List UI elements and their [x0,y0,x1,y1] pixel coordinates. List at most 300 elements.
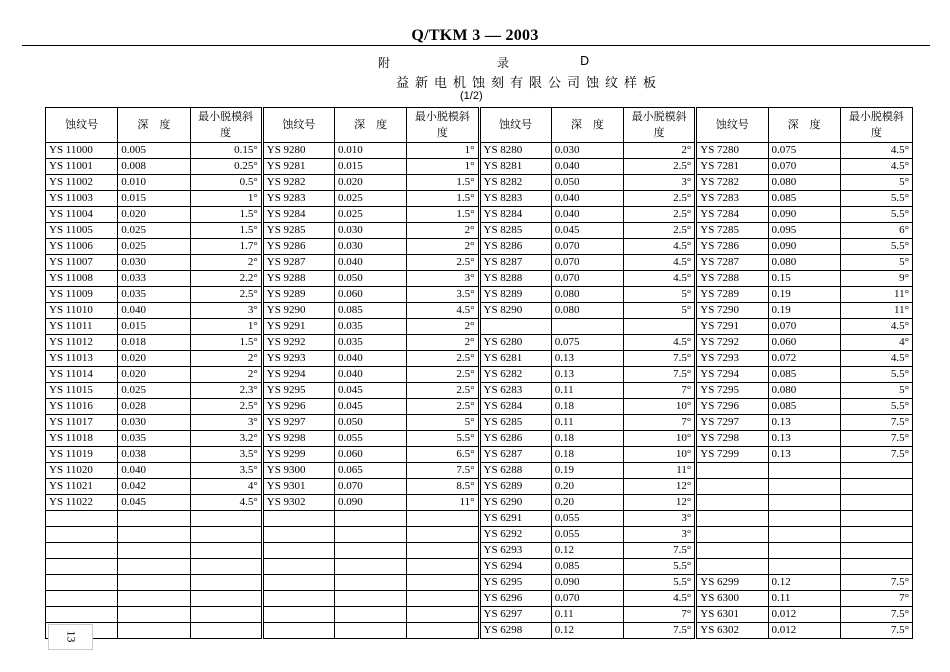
cell-depth: 0.040 [335,367,407,383]
cell-draft-angle: 11° [840,303,912,319]
header-depth: 深 度 [551,108,623,143]
cell-code [46,591,118,607]
cell-code: YS 11010 [46,303,118,319]
cell-depth: 0.085 [335,303,407,319]
cell-depth: 0.085 [768,367,840,383]
cell-code [46,543,118,559]
cell-draft-angle: 4.5° [624,255,696,271]
cell-depth: 0.012 [768,607,840,623]
cell-depth: 0.025 [118,239,190,255]
appendix-letter: D [580,54,590,68]
table-row [46,495,913,511]
cell-draft-angle: 5° [624,287,696,303]
cell-code: YS 7282 [696,175,768,191]
cell-depth: 0.060 [768,335,840,351]
cell-depth: 0.020 [118,207,190,223]
cell-depth: 0.072 [768,351,840,367]
table-row [46,159,913,175]
cell-depth: 0.025 [118,383,190,399]
cell-depth: 0.045 [335,383,407,399]
table-row [46,623,913,639]
cell-draft-angle [624,319,696,335]
cell-depth: 0.070 [768,319,840,335]
cell-depth: 0.13 [768,431,840,447]
cell-draft-angle [190,623,262,639]
cell-code: YS 8290 [479,303,551,319]
cell-draft-angle [190,607,262,623]
cell-code: YS 9286 [262,239,334,255]
cell-code: YS 11015 [46,383,118,399]
cell-depth: 0.18 [551,431,623,447]
cell-code [262,623,334,639]
cell-depth: 0.055 [551,527,623,543]
cell-depth: 0.010 [118,175,190,191]
cell-depth: 0.13 [768,415,840,431]
cell-code: YS 7287 [696,255,768,271]
cell-draft-angle: 2.5° [624,207,696,223]
cell-depth: 0.080 [768,255,840,271]
cell-draft-angle: 10° [624,431,696,447]
cell-depth [768,543,840,559]
cell-draft-angle: 7° [624,607,696,623]
table-row [46,287,913,303]
cell-draft-angle: 2.2° [190,271,262,287]
cell-code: YS 9287 [262,255,334,271]
cell-code: YS 11019 [46,447,118,463]
cell-draft-angle [190,559,262,575]
cell-draft-angle: 2.5° [407,367,479,383]
cell-depth [768,559,840,575]
cell-code [46,575,118,591]
cell-depth: 0.040 [335,255,407,271]
header-code: 蚀纹号 [262,108,334,143]
cell-draft-angle: 3.5° [190,447,262,463]
cell-depth [551,319,623,335]
table-row [46,335,913,351]
cell-code [696,479,768,495]
cell-depth: 0.19 [551,463,623,479]
cell-depth [335,623,407,639]
table-row [46,543,913,559]
cell-code: YS 6284 [479,399,551,415]
cell-code: YS 6283 [479,383,551,399]
cell-depth: 0.005 [118,143,190,159]
cell-draft-angle [407,591,479,607]
cell-code: YS 6291 [479,511,551,527]
cell-code: YS 8289 [479,287,551,303]
cell-code: YS 11003 [46,191,118,207]
cell-code: YS 6285 [479,415,551,431]
cell-depth: 0.018 [118,335,190,351]
cell-draft-angle [407,575,479,591]
cell-draft-angle: 2.5° [624,159,696,175]
cell-code [262,607,334,623]
cell-draft-angle: 5° [407,415,479,431]
cell-code: YS 9282 [262,175,334,191]
cell-depth: 0.020 [335,175,407,191]
cell-depth: 0.085 [768,191,840,207]
header-rule [22,45,930,46]
cell-depth: 0.040 [551,207,623,223]
cell-draft-angle: 6° [840,223,912,239]
cell-depth: 0.12 [551,543,623,559]
cell-draft-angle [190,511,262,527]
cell-code: YS 9297 [262,415,334,431]
cell-depth: 0.15 [768,271,840,287]
cell-depth: 0.060 [335,447,407,463]
cell-draft-angle: 7.5° [840,447,912,463]
cell-depth: 0.015 [335,159,407,175]
cell-code [46,607,118,623]
cell-draft-angle [407,559,479,575]
cell-code: YS 7291 [696,319,768,335]
cell-draft-angle [407,543,479,559]
cell-draft-angle: 2° [190,351,262,367]
cell-code: YS 8285 [479,223,551,239]
cell-draft-angle: 3.5° [190,463,262,479]
cell-depth [768,495,840,511]
cell-depth: 0.042 [118,479,190,495]
cell-depth: 0.050 [335,415,407,431]
cell-code: YS 8282 [479,175,551,191]
cell-code: YS 11020 [46,463,118,479]
cell-code: YS 7288 [696,271,768,287]
appendix-word-2: 录 [497,56,510,70]
cell-draft-angle: 1° [190,319,262,335]
cell-draft-angle: 4.5° [840,319,912,335]
cell-depth: 0.090 [768,239,840,255]
table-row [46,463,913,479]
document-subtitle: 益新电机蚀刻有限公司蚀纹样板 [396,76,663,91]
table-row [46,527,913,543]
cell-code: YS 9283 [262,191,334,207]
cell-draft-angle: 4° [190,479,262,495]
cell-code [46,559,118,575]
cell-draft-angle: 4.5° [190,495,262,511]
cell-draft-angle: 2° [407,239,479,255]
cell-draft-angle: 4.5° [407,303,479,319]
cell-depth [768,511,840,527]
cell-draft-angle: 5° [840,383,912,399]
cell-depth: 0.030 [551,143,623,159]
appendix-word-1: 附 [378,56,391,70]
table-row [46,383,913,399]
cell-code: YS 6294 [479,559,551,575]
cell-depth: 0.070 [768,159,840,175]
table-row [46,271,913,287]
cell-draft-angle [840,527,912,543]
side-page-number-text: 13 [64,630,78,643]
cell-code: YS 7297 [696,415,768,431]
table-row [46,143,913,159]
standard-code: Q/TKM 3 — 2003 [411,27,539,44]
cell-depth: 0.20 [551,479,623,495]
cell-depth: 0.090 [768,207,840,223]
cell-depth: 0.18 [551,399,623,415]
cell-code [696,495,768,511]
cell-code: YS 6297 [479,607,551,623]
cell-code: YS 7299 [696,447,768,463]
cell-code: YS 6298 [479,623,551,639]
cell-depth: 0.070 [335,479,407,495]
cell-draft-angle: 5° [624,303,696,319]
table-row [46,575,913,591]
cell-depth: 0.080 [551,303,623,319]
cell-code [479,319,551,335]
header-depth: 深 度 [768,108,840,143]
cell-depth: 0.008 [118,159,190,175]
cell-draft-angle [190,543,262,559]
cell-code: YS 7294 [696,367,768,383]
cell-code: YS 7284 [696,207,768,223]
cell-draft-angle [407,527,479,543]
cell-depth: 0.040 [551,159,623,175]
cell-draft-angle: 3° [624,527,696,543]
cell-depth [118,591,190,607]
cell-depth [335,511,407,527]
cell-depth: 0.080 [551,287,623,303]
cell-draft-angle: 4.5° [840,143,912,159]
cell-draft-angle: 5.5° [840,191,912,207]
cell-draft-angle: 7.5° [840,607,912,623]
cell-depth: 0.19 [768,303,840,319]
cell-draft-angle: 7.5° [840,623,912,639]
cell-draft-angle: 3° [624,175,696,191]
cell-depth: 0.028 [118,399,190,415]
table-row [46,591,913,607]
table-row [46,255,913,271]
header-code: 蚀纹号 [696,108,768,143]
cell-draft-angle: 10° [624,447,696,463]
cell-draft-angle: 7° [840,591,912,607]
cell-draft-angle: 2.5° [624,223,696,239]
cell-draft-angle: 7.5° [840,415,912,431]
cell-draft-angle: 8.5° [407,479,479,495]
cell-depth: 0.055 [551,511,623,527]
cell-depth: 0.045 [118,495,190,511]
cell-draft-angle: 3° [190,415,262,431]
cell-draft-angle: 1.5° [190,207,262,223]
cell-depth: 0.070 [551,591,623,607]
header-draft-angle: 最小脱模斜度 [840,108,912,143]
cell-code: YS 7280 [696,143,768,159]
cell-draft-angle: 3° [407,271,479,287]
cell-depth: 0.13 [551,367,623,383]
cell-draft-angle: 6.5° [407,447,479,463]
cell-draft-angle: 2.5° [407,351,479,367]
table-row [46,319,913,335]
cell-draft-angle [407,511,479,527]
cell-draft-angle: 1.7° [190,239,262,255]
cell-depth [118,559,190,575]
cell-depth: 0.20 [551,495,623,511]
cell-draft-angle: 4.5° [624,271,696,287]
table-row [46,399,913,415]
cell-depth [118,527,190,543]
table-row [46,447,913,463]
cell-code: YS 6302 [696,623,768,639]
cell-code: YS 9294 [262,367,334,383]
cell-draft-angle: 11° [624,463,696,479]
cell-draft-angle: 2.5° [190,399,262,415]
cell-draft-angle: 2° [190,255,262,271]
cell-draft-angle [840,559,912,575]
cell-depth: 0.040 [551,191,623,207]
cell-depth: 0.070 [551,271,623,287]
cell-draft-angle: 7.5° [407,463,479,479]
cell-code: YS 7285 [696,223,768,239]
cell-code: YS 6299 [696,575,768,591]
table-row [46,191,913,207]
cell-draft-angle: 0.5° [190,175,262,191]
cell-depth: 0.055 [335,431,407,447]
cell-code: YS 8280 [479,143,551,159]
cell-depth: 0.11 [551,607,623,623]
cell-depth: 0.038 [118,447,190,463]
cell-draft-angle: 0.15° [190,143,262,159]
cell-code: YS 9285 [262,223,334,239]
cell-draft-angle: 7.5° [840,575,912,591]
cell-depth [118,511,190,527]
cell-depth: 0.025 [118,223,190,239]
cell-code: YS 7298 [696,431,768,447]
cell-code: YS 9298 [262,431,334,447]
cell-depth [335,591,407,607]
cell-depth: 0.012 [768,623,840,639]
cell-depth: 0.090 [335,495,407,511]
cell-depth: 0.025 [335,207,407,223]
cell-code: YS 8288 [479,271,551,287]
cell-depth: 0.035 [118,431,190,447]
cell-depth: 0.070 [551,255,623,271]
table-row [46,367,913,383]
cell-draft-angle: 1° [407,159,479,175]
cell-code [262,527,334,543]
cell-code: YS 7286 [696,239,768,255]
cell-depth: 0.030 [118,255,190,271]
cell-depth: 0.11 [551,415,623,431]
cell-draft-angle: 4.5° [624,239,696,255]
cell-code: YS 6288 [479,463,551,479]
cell-code: YS 6290 [479,495,551,511]
cell-code: YS 7295 [696,383,768,399]
cell-draft-angle: 2.5° [624,191,696,207]
cell-code: YS 6300 [696,591,768,607]
cell-code: YS 11021 [46,479,118,495]
cell-depth: 0.13 [551,351,623,367]
cell-code: YS 7292 [696,335,768,351]
cell-code: YS 9301 [262,479,334,495]
cell-depth: 0.040 [118,463,190,479]
cell-code: YS 9292 [262,335,334,351]
cell-draft-angle [840,511,912,527]
header-code: 蚀纹号 [479,108,551,143]
page-indicator: (1/2) [460,90,483,102]
cell-draft-angle: 2.5° [407,383,479,399]
cell-draft-angle: 0.25° [190,159,262,175]
cell-code: YS 11000 [46,143,118,159]
cell-depth: 0.033 [118,271,190,287]
side-page-number [48,624,93,650]
cell-draft-angle: 7.5° [624,351,696,367]
cell-draft-angle: 5.5° [840,207,912,223]
cell-code [696,559,768,575]
cell-code: YS 6280 [479,335,551,351]
cell-depth: 0.085 [551,559,623,575]
cell-depth: 0.010 [335,143,407,159]
header-draft-angle: 最小脱模斜度 [624,108,696,143]
cell-code: YS 11014 [46,367,118,383]
etch-pattern-table [45,107,913,639]
cell-code: YS 11007 [46,255,118,271]
cell-code: YS 11005 [46,223,118,239]
cell-code: YS 7289 [696,287,768,303]
header-depth: 深 度 [335,108,407,143]
cell-code: YS 11002 [46,175,118,191]
cell-code: YS 9302 [262,495,334,511]
cell-depth [118,607,190,623]
cell-code: YS 6289 [479,479,551,495]
cell-depth: 0.12 [551,623,623,639]
cell-draft-angle: 4.5° [840,351,912,367]
table-row [46,207,913,223]
cell-draft-angle: 7.5° [840,431,912,447]
cell-draft-angle: 1.5° [407,175,479,191]
cell-depth: 0.13 [768,447,840,463]
cell-draft-angle [840,479,912,495]
cell-code: YS 11004 [46,207,118,223]
cell-code: YS 11008 [46,271,118,287]
cell-code: YS 9288 [262,271,334,287]
cell-draft-angle: 5.5° [407,431,479,447]
cell-code: YS 11006 [46,239,118,255]
cell-draft-angle: 12° [624,495,696,511]
cell-depth: 0.050 [335,271,407,287]
cell-draft-angle [190,575,262,591]
cell-depth [768,463,840,479]
cell-draft-angle: 1.5° [190,223,262,239]
cell-draft-angle: 1° [190,191,262,207]
cell-depth: 0.015 [118,319,190,335]
cell-draft-angle: 12° [624,479,696,495]
cell-draft-angle: 5.5° [624,559,696,575]
cell-code: YS 6287 [479,447,551,463]
cell-code: YS 9300 [262,463,334,479]
cell-depth [335,607,407,623]
cell-draft-angle: 1.5° [407,191,479,207]
cell-draft-angle: 1.5° [190,335,262,351]
cell-code: YS 9289 [262,287,334,303]
cell-code: YS 9281 [262,159,334,175]
cell-draft-angle [190,591,262,607]
cell-draft-angle: 7° [624,415,696,431]
cell-code: YS 11022 [46,495,118,511]
table-row [46,223,913,239]
cell-draft-angle [190,527,262,543]
cell-code: YS 7296 [696,399,768,415]
cell-draft-angle: 5.5° [624,575,696,591]
header-draft-angle: 最小脱模斜度 [407,108,479,143]
cell-code: YS 8281 [479,159,551,175]
cell-code: YS 9290 [262,303,334,319]
cell-depth: 0.065 [335,463,407,479]
cell-code: YS 6295 [479,575,551,591]
cell-draft-angle: 2.5° [190,287,262,303]
cell-depth: 0.025 [335,191,407,207]
cell-code: YS 11012 [46,335,118,351]
cell-draft-angle: 2.3° [190,383,262,399]
cell-code [46,527,118,543]
